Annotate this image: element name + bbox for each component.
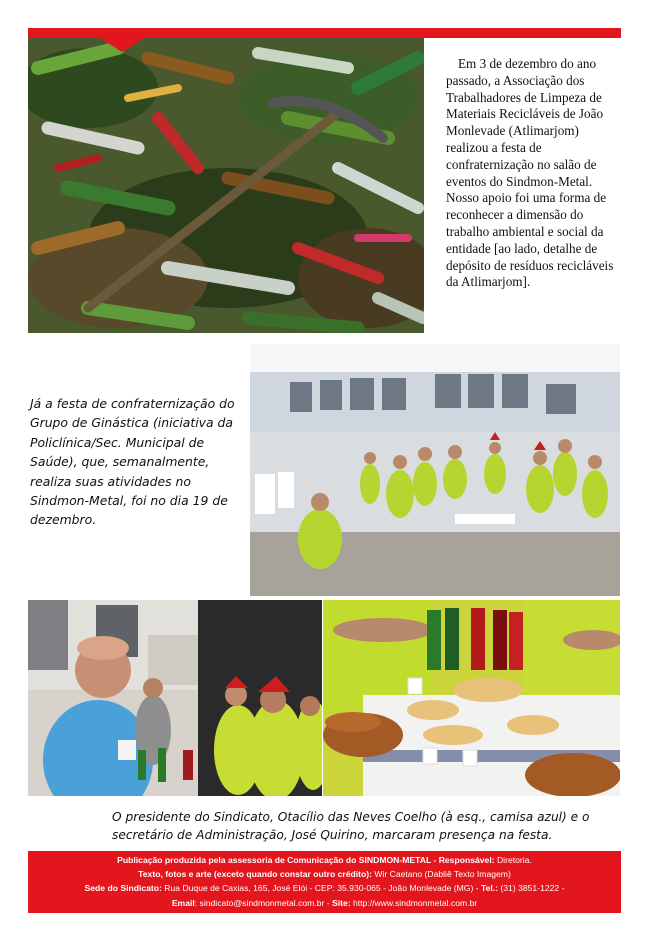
glass-bottles-image: [28, 38, 424, 333]
footer-credits: [28, 851, 621, 913]
footer-site-link[interactable]: http://www.sindmonmetal.com.br: [350, 897, 478, 908]
footer-line-address: Sede do Sindicato: Rua Duque de Caxias, 165, José Elói - CEP: 35.930-065 - João Monlevade (MG) - Tel.: (31) 3851-1222 -: [84, 883, 565, 894]
footer-email-link[interactable]: : sindicato@sindmonmetal.com.br -: [194, 897, 332, 908]
photo-recycling-glass-bottles: [28, 38, 424, 333]
footer-line-publication: Publicação produzida pela assessoria de Comunicação do SINDMON-METAL - Responsável: Diretoria.: [117, 855, 532, 865]
article-paragraph-gymnastics: Já a festa de confraternização do Grupo de Ginástica (iniciativa da Policlínica/Sec. Municipal de Saúde), que, semanalmente, realiza suas atividades no Sindmon-Metal, foi no dia 19 de dezembro.: [30, 396, 235, 528]
footer-line-contact: Email: sindicato@sindmonmetal.com.br - Site: http://www.sindmonmetal.com.br: [171, 897, 478, 908]
footer-line-credits: Texto, fotos e arte (exceto quando constar outro crédito): Wir Caetano (Dabliê Texto Imagem): [138, 869, 511, 880]
photo-caption: O presidente do Sindicato, Otacílio das Neves Coelho (à esq., camisa azul) e o secretário de Administração, José Quirino, marcaram presença na festa.: [112, 810, 590, 842]
food-table-image: [323, 600, 620, 796]
top-red-bar: [28, 28, 621, 38]
photo-president-at-party: [28, 600, 322, 796]
president-image: [28, 600, 322, 796]
photo-food-table: [323, 600, 620, 796]
photo-gymnastics-group-party: [250, 344, 620, 596]
article-paragraph-atlimarjom: Em 3 de dezembro do ano passado, a Associação dos Trabalhadores de Limpeza de Materiais Recicláveis de João Monlevade (Atlimarjom) realizou a festa de confraternização no salão de eventos do Sindmon-Metal. Nosso apoio foi uma forma de reconhecer a dimensão do trabalho ambiental e social da entidade [ao lado, detalhe de depósito de resíduos recicláveis da Atlimarjom].: [446, 56, 614, 290]
party-hall-image: [250, 344, 620, 596]
